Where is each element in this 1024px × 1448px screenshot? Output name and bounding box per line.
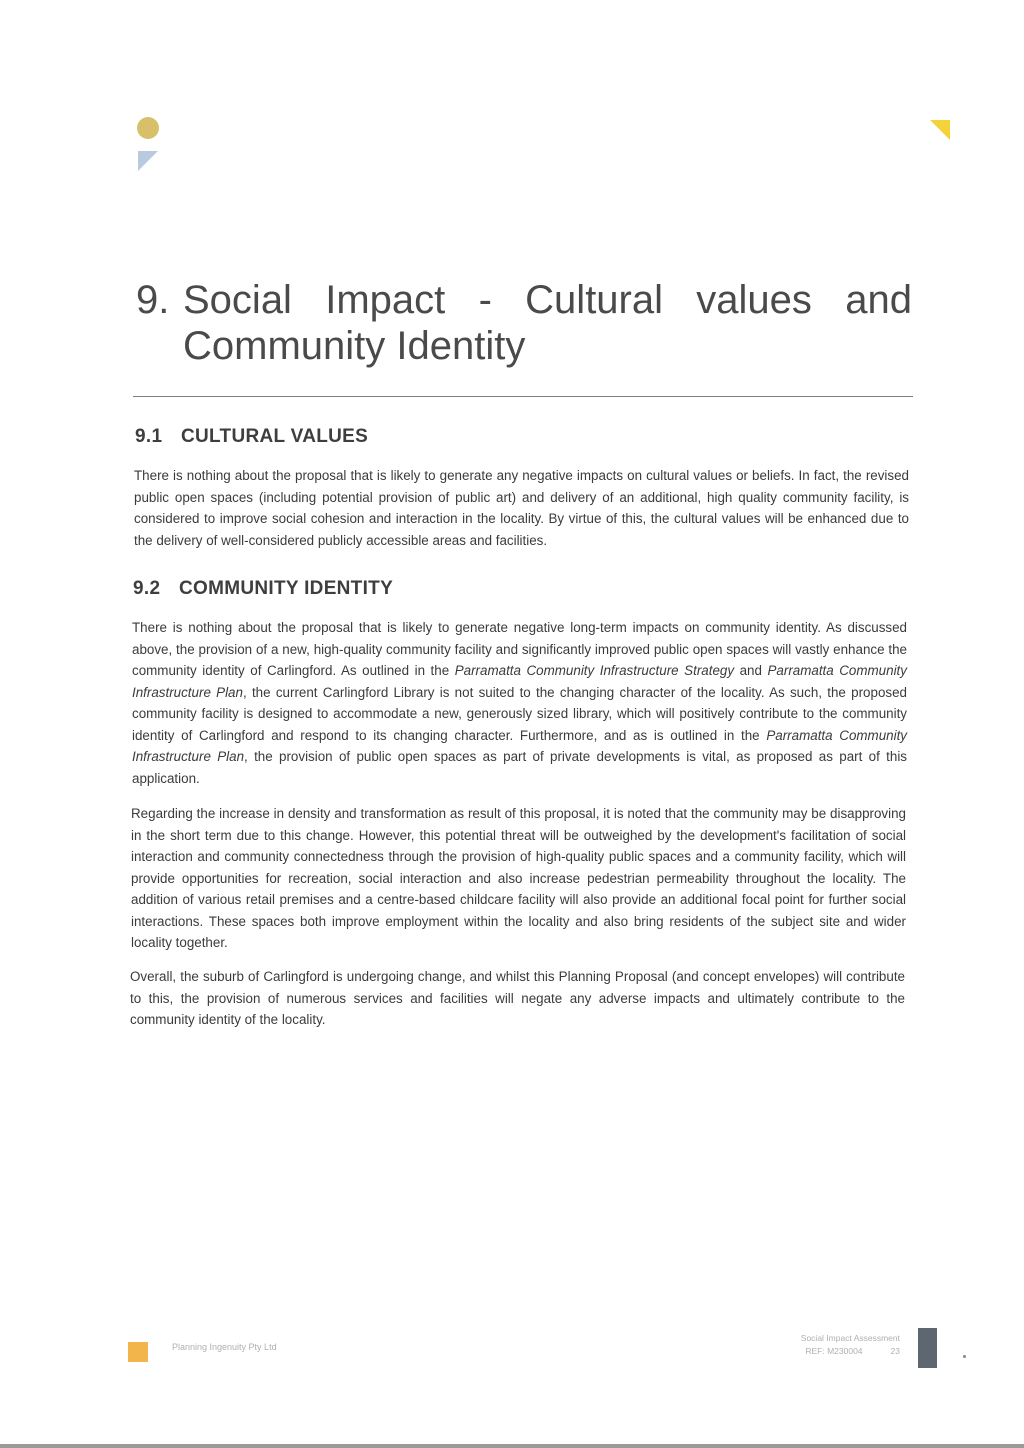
heading-word: and [845,278,912,322]
heading-number: 9. Social [136,278,292,322]
document-reference: Parramatta Community Infrastructure Plan [132,663,907,700]
footer-ref: REF: M230004 [805,1346,863,1356]
heading-word: Cultural [525,278,664,322]
decorative-circle-icon [137,117,159,139]
paragraph-community-identity-2: Regarding the increase in density and transformation as result of this proposal, it is noted that the community may be disapproving in the short term due to this change. However, this potential threat will be outweighed by the development's facilitation of social interaction and community connectedness through the provision of high-quality public spaces and a community facility, which will provide opportunities for recreation, social interaction and also increase pedestrian permeability throughout the locality. The addition of various retail premises and a centre-based childcare facility will also provide an additional focal point for further social interactions. These spaces both improve employment within the locality and also bring residents of the subject site and wider locality together. [131,806,906,950]
paragraph-cultural-values: There is nothing about the proposal that is likely to generate any negative impacts on cultural values or beliefs. In fact, the revised public open spaces (including potential provision of public art) and delivery of an additional, high quality community facility, is considered to improve social cohesion and interaction in the locality. By virtue of this, the cultural values will be enhanced due to the delivery of well-considered publicly accessible areas and facilities. [134,468,909,548]
paragraph-community-identity-3: Overall, the suburb of Carlingford is undergoing change, and whilst this Planning Proposal (and concept envelopes) will contribute to this, the provision of numerous services and facilities will negate any adverse impacts and ultimately contribute to the community identity of the locality. [130,969,905,1027]
decorative-corner-triangle-icon [930,120,950,140]
decorative-triangle-icon [138,151,158,171]
footer-doc-info [700,1332,900,1358]
page-edge [0,1444,1024,1448]
document-reference: Parramatta Community Infrastructure Plan [132,727,907,764]
heading-word: - [478,278,492,322]
subheading-community-identity: 9.2 COMMUNITY IDENTITY [133,578,394,599]
divider [133,396,913,397]
footer-doc-title: Social Impact Assessment [800,1333,900,1343]
footer-bar [918,1328,937,1368]
paragraph-community-identity-1: There is nothing about the proposal that is likely to generate negative long-term impacts on community identity. As discussed above, the provision of a new, high-quality community facility and significantly improved public open spaces will vastly enhance the community identity of Carlingford. As outlined in the Parramatta Community Infrastructure Strategy and Parramatta Community Infrastructure Plan, the current Carlingford Library is not suited to the changing character of the locality. As such, the proposed community facility is designed to accommodate a new, generously sized library, which will positively contribute to the community identity of Carlingford and respond to its changing character. Furthermore, and as is outlined in the Parramatta Community Infrastructure Plan, the provision of public open spaces as part of private developments is vital, as proposed as part of this application. [132,620,907,786]
footer-company: Planning Ingenuity Pty Ltd [172,1342,277,1352]
section-heading [136,277,912,369]
subheading-cultural-values: 9.1 CULTURAL VALUES [135,426,369,447]
page-number: 23 [890,1346,900,1356]
heading-word: values [696,278,812,322]
heading-word: Impact [325,278,446,322]
heading-line-2: Community Identity [183,324,526,368]
document-reference: Parramatta Community Infrastructure Strategy [454,663,735,678]
footer-dot [963,1355,966,1358]
company-logo-icon [128,1342,148,1362]
